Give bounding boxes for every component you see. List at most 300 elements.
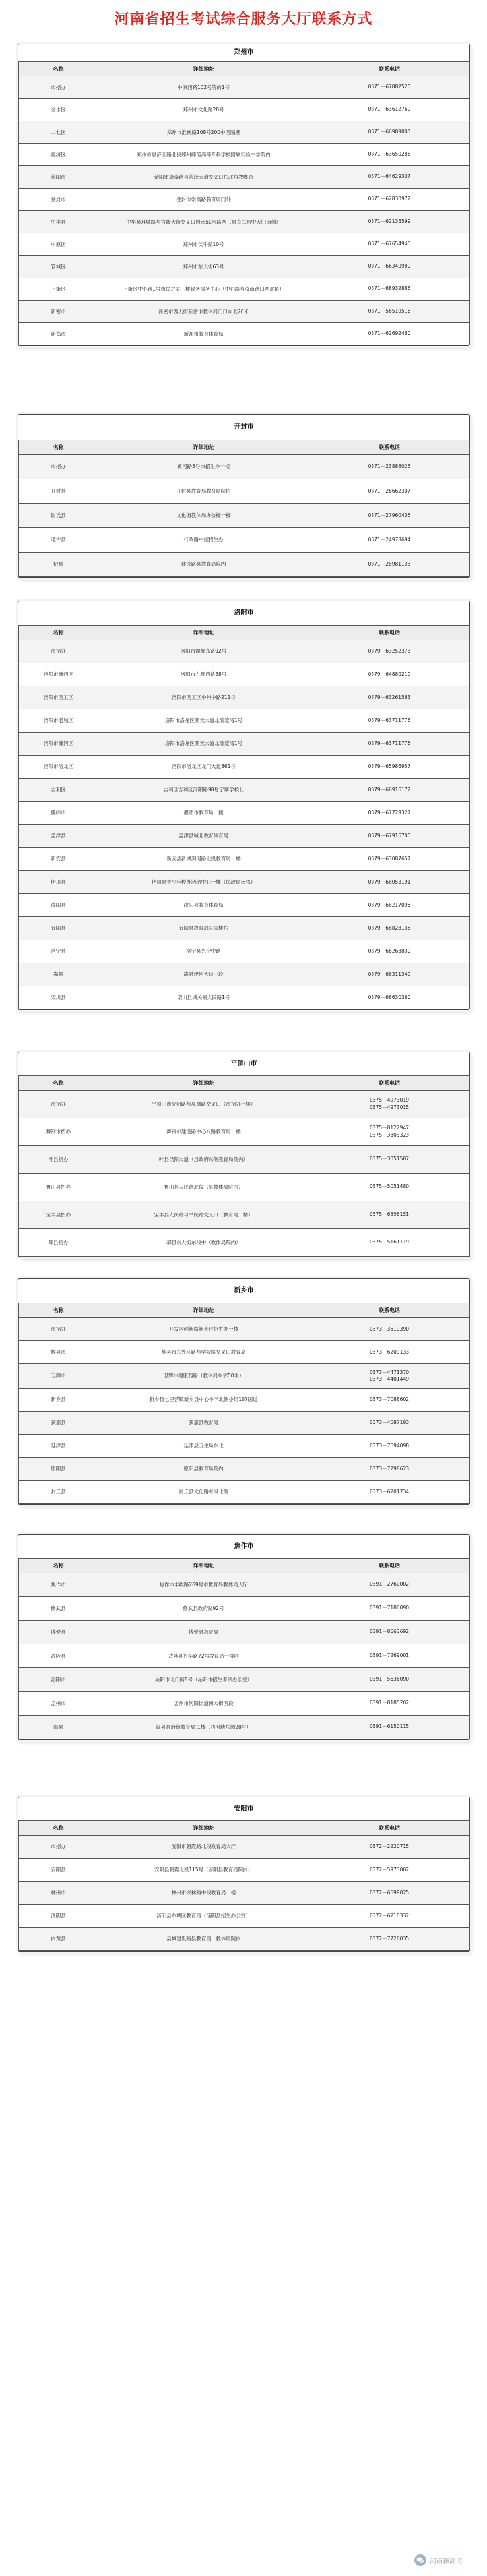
cell-name: 中原区 (19, 233, 98, 256)
cell-address: 修武县政府路92号 (98, 1597, 309, 1621)
cell-phone (309, 1174, 470, 1201)
phone-number: 0391－5636090 (370, 1676, 409, 1683)
cell-name: 金水区 (19, 99, 98, 121)
city-title: 开封市 (234, 423, 254, 431)
cell-phone (309, 455, 470, 479)
cell-name: 孟津县 (19, 825, 98, 848)
header-name: 名称 (19, 62, 98, 76)
header-name: 名称 (19, 440, 98, 455)
cell-phone (309, 894, 470, 917)
phone-number: 0379－65986957 (368, 763, 411, 769)
cell-address: 郑州市惠济园路北段郑州师范高等专科学校附属实验中学院内 (98, 144, 309, 166)
cell-address: 汝阳县教育体育局 (98, 894, 309, 917)
cell-address: 新乡县七里营镇新乡县中心小学北侧小组107国道 (98, 1389, 309, 1412)
cell-address: 吉利区吉利区河阳路98号宁寨学校北 (98, 779, 309, 802)
table-row (19, 189, 470, 211)
header-address: 详细地址 (98, 440, 309, 455)
cell-name: 宜阳县 (19, 917, 98, 940)
table-row (19, 528, 470, 553)
cell-phone (309, 871, 470, 894)
phone-number: 0371－64629307 (368, 173, 411, 180)
cell-address: 武陟县兴华路72号教育局一楼西 (98, 1644, 309, 1668)
phone-number: 0379－66630360 (368, 994, 411, 1000)
cell-name: 新郑市 (19, 323, 98, 345)
table-header-row (19, 1076, 470, 1091)
phone-number: 0379－66916172 (368, 786, 411, 793)
table-row (19, 825, 470, 848)
table-header-row (19, 1303, 470, 1318)
cell-address: 宜阳县教育局办公楼东 (98, 917, 309, 940)
cell-name: 修武县 (19, 1597, 98, 1621)
cell-address: 焦作市丰收路269号市教育局教体局大厅 (98, 1573, 309, 1597)
cell-name: 洛阳市瀍河区 (19, 733, 98, 756)
cell-name: 内黄县 (19, 1928, 98, 1951)
table-row (19, 1229, 470, 1257)
cell-phone (309, 1201, 470, 1229)
cell-name: 洛阳市洛龙区 (19, 756, 98, 779)
city-title: 洛阳市 (234, 609, 254, 616)
cell-address: 偃师市教育局一楼 (98, 802, 309, 825)
cell-name: 武陟县 (19, 1644, 98, 1668)
phone-number: 0373－6201734 (370, 1488, 409, 1495)
city-title: 郑州市 (234, 49, 254, 56)
phone-number: 0371－66989003 (368, 129, 411, 135)
phone-number: 0372－2220715 (370, 1843, 409, 1849)
phone-number: 0375－6596151 (370, 1211, 409, 1218)
phone-number: 0379－67729327 (368, 809, 411, 816)
phone-number: 0379－68217095 (368, 901, 411, 908)
phone-number: 0379－68053191 (368, 878, 411, 885)
phone-number: 0371－28981133 (368, 560, 411, 567)
cell-name: 吉利区 (19, 779, 98, 802)
table-row (19, 917, 470, 940)
phone-number: 0372－6699025 (370, 1889, 409, 1896)
city-section (18, 44, 470, 346)
cell-phone (309, 553, 470, 577)
table-row (19, 779, 470, 802)
phone-number: 0372－6210332 (370, 1912, 409, 1919)
table-row (19, 553, 470, 577)
cell-address: 新郑市教育体育局 (98, 323, 309, 345)
cell-address: 荥阳市康泰路与荥泽大道交叉口东北角教体局 (98, 166, 309, 189)
table-row (19, 323, 470, 345)
phone-number: 0391－2760002 (370, 1581, 409, 1588)
phone-number: 0375－4973019 (370, 1097, 409, 1104)
city-title: 平顶山市 (230, 1060, 257, 1067)
table-row (19, 1412, 470, 1435)
table-row (19, 663, 470, 686)
cell-name: 焦作市 (19, 1573, 98, 1597)
table-row (19, 1905, 470, 1928)
cell-name: 博爱县 (19, 1621, 98, 1644)
cell-phone (309, 848, 470, 871)
header-address: 详细地址 (98, 62, 309, 76)
phone-number: 0375－5161119 (370, 1239, 409, 1245)
table-row (19, 1716, 470, 1739)
table-row (19, 1389, 470, 1412)
cell-address: 新密市西大街新密市教体局门口向北20米 (98, 301, 309, 323)
table-row (19, 733, 470, 756)
cell-phone (309, 1118, 470, 1146)
cell-phone (309, 144, 470, 166)
cell-address: 温县县府街教育局二楼（西河塘东侧20号） (98, 1716, 309, 1739)
phone-number: 0373－6209133 (370, 1348, 409, 1355)
phone-number: 0379－63711776 (368, 717, 411, 723)
phone-number: 0373－7298623 (370, 1465, 409, 1472)
cell-address: 孟州市河阳街道南大街西段 (98, 1692, 309, 1716)
header-phone: 联系电话 (309, 62, 470, 76)
cell-phone (309, 1458, 470, 1481)
header-phone: 联系电话 (309, 1559, 470, 1573)
cell-phone (309, 686, 470, 709)
table-row (19, 233, 470, 256)
cell-address: 安阳市朝霞路北段教育局大厅 (98, 1836, 309, 1859)
cell-address: 黄河路5号市招生办一楼 (98, 455, 309, 479)
table-header-row (19, 1821, 470, 1836)
cell-address: 开封县教育局教育局院内 (98, 479, 309, 504)
cell-phone (309, 1435, 470, 1458)
contact-table (18, 1820, 470, 1951)
cell-address: 登封市崇高路教育局门外 (98, 189, 309, 211)
cell-phone (309, 301, 470, 323)
phone-number: 0379－66311349 (368, 971, 411, 977)
cell-name: 新安县 (19, 848, 98, 871)
cell-address: 辉县市东外环路与学院路交叉口教育局 (98, 1341, 309, 1364)
phone-number: 0371－62692460 (368, 330, 411, 337)
cell-name: 洛阳市西工区 (19, 686, 98, 709)
cell-name: 汤阴县 (19, 1905, 98, 1928)
cell-phone (309, 640, 470, 663)
cell-address: 博爱县教育局 (98, 1621, 309, 1644)
header-name: 名称 (19, 626, 98, 640)
table-row (19, 1481, 470, 1504)
phone-number: 0391－8185202 (370, 1700, 409, 1706)
cell-name: 管城区 (19, 256, 98, 278)
header-name: 名称 (19, 1303, 98, 1318)
phone-number: 0391－7269001 (370, 1652, 409, 1659)
contact-table (18, 625, 470, 1009)
cell-address: 叶县昆阳大道（县政府东侧教育局院内） (98, 1146, 309, 1174)
phone-number: 0373－4471370 (370, 1369, 409, 1375)
cell-phone (309, 1091, 470, 1118)
cell-address: 中原西路102号院的1号 (98, 76, 309, 99)
table-row (19, 76, 470, 99)
cell-address: 封丘县文化路东段北侧 (98, 1481, 309, 1504)
phone-number: 0375－4973015 (370, 1104, 409, 1110)
table-row (19, 940, 470, 963)
cell-address: 县城建设路县教育局、教体局院内 (98, 1928, 309, 1951)
cell-name: 嵩县 (19, 963, 98, 986)
header-phone: 联系电话 (309, 626, 470, 640)
cell-name: 偃师市 (19, 802, 98, 825)
phone-number: 0373－4401449 (370, 1376, 409, 1382)
phone-number: 0371－56519516 (368, 308, 411, 315)
header-phone: 联系电话 (309, 1076, 470, 1091)
cell-phone (309, 479, 470, 504)
table-row (19, 986, 470, 1009)
cell-address: 舞钢市建设路中心八路教育局一楼 (98, 1118, 309, 1146)
table-row (19, 1692, 470, 1716)
cell-name: 市招办 (19, 1091, 98, 1118)
cell-phone (309, 825, 470, 848)
table-row (19, 1573, 470, 1597)
phone-number: 0371－63612769 (368, 106, 411, 113)
cell-name: 获嘉县 (19, 1412, 98, 1435)
cell-phone (309, 99, 470, 121)
cell-phone (309, 121, 470, 144)
table-row (19, 1621, 470, 1644)
city-section (18, 1052, 470, 1257)
cell-phone (309, 1716, 470, 1739)
table-header-row (19, 62, 470, 76)
contact-table (18, 440, 470, 577)
cell-phone (309, 802, 470, 825)
cell-name: 延津县 (19, 1435, 98, 1458)
cell-name: 市招办 (19, 455, 98, 479)
table-row (19, 848, 470, 871)
phone-number: 0379－63261563 (368, 694, 411, 700)
cell-phone (309, 1229, 470, 1257)
table-row (19, 756, 470, 779)
page-title: 河南省招生考试综合服务大厅联系方式 (114, 11, 373, 28)
table-row (19, 709, 470, 733)
table-row (19, 1118, 470, 1146)
cell-phone (309, 1882, 470, 1905)
table-row (19, 871, 470, 894)
header-address: 详细地址 (98, 1559, 309, 1573)
cell-name: 封丘县 (19, 1481, 98, 1504)
phone-number: 0372－5973002 (370, 1866, 409, 1872)
table-row (19, 1341, 470, 1364)
header-address: 详细地址 (98, 1303, 309, 1318)
cell-address: 洛阳市九都西路38号 (98, 663, 309, 686)
cell-name: 栾川县 (19, 986, 98, 1009)
table-row (19, 1318, 470, 1341)
cell-name: 中牟县 (19, 211, 98, 233)
city-section (18, 601, 470, 1010)
cell-phone (309, 963, 470, 986)
phone-number: 0379－67916700 (368, 832, 411, 839)
cell-name: 上街区 (19, 278, 98, 301)
cell-name: 洛宁县 (19, 940, 98, 963)
table-header-row (19, 440, 470, 455)
phone-number: 0375－8122947 (370, 1125, 409, 1131)
cell-address: 建设路县教育局院内 (98, 553, 309, 577)
table-row (19, 802, 470, 825)
table-row (19, 1201, 470, 1229)
contact-table (18, 1303, 470, 1504)
cell-name: 洛阳市老城区 (19, 709, 98, 733)
cell-name: 沁阳市 (19, 1668, 98, 1692)
cell-name: 辉县市 (19, 1341, 98, 1364)
cell-name: 温县 (19, 1716, 98, 1739)
cell-name: 汝阳县 (19, 894, 98, 917)
table-row (19, 455, 470, 479)
table-row (19, 211, 470, 233)
cell-address: 汤阴县东城区教育局（汤阴县招生办公室） (98, 1905, 309, 1928)
cell-name: 开封县 (19, 479, 98, 504)
phone-number: 0379－63087657 (368, 855, 411, 862)
contact-table (18, 1075, 470, 1257)
cell-phone (309, 986, 470, 1009)
table-row (19, 256, 470, 278)
table-row (19, 278, 470, 301)
cell-name: 林州市 (19, 1882, 98, 1905)
contact-table (18, 61, 470, 345)
cell-phone (309, 1573, 470, 1597)
table-row (19, 144, 470, 166)
cell-name: 市招办 (19, 76, 98, 99)
cell-phone (309, 256, 470, 278)
cell-phone (309, 1389, 470, 1412)
city-section (18, 414, 470, 578)
cell-address: 卫辉市健康西路（教体局东邻50米） (98, 1364, 309, 1389)
city-title: 焦作市 (234, 1543, 254, 1550)
cell-name: 原阳县 (19, 1458, 98, 1481)
cell-phone (309, 709, 470, 733)
cell-address: 宝丰县人民路与书院路交叉口（教育局一楼） (98, 1201, 309, 1229)
phone-number: 0371－66340989 (368, 263, 411, 270)
cell-name: 惠济区 (19, 144, 98, 166)
cell-address: 伊川县青少年校外活动中心一楼（民政局南邻） (98, 871, 309, 894)
cell-address: 洛宁县兴宁中路 (98, 940, 309, 963)
phone-number: 0375－3051507 (370, 1156, 409, 1162)
table-header-row (19, 1559, 470, 1573)
cell-phone (309, 189, 470, 211)
cell-phone (309, 1597, 470, 1621)
table-row (19, 1597, 470, 1621)
cell-address: 郑州市淮南路108号200中西隔壁 (98, 121, 309, 144)
watermark-text: 河南赖高考 (430, 2558, 463, 2565)
cell-phone (309, 1692, 470, 1716)
cell-name: 新乡县 (19, 1389, 98, 1412)
header-address: 详细地址 (98, 626, 309, 640)
phone-number: 0371－23886025 (368, 463, 411, 469)
cell-address: 上街区中心路1号市民之家三楼政务服务中心（中心路与汝南路口西北角） (98, 278, 309, 301)
cell-name: 鲁山县招办 (19, 1174, 98, 1201)
city-section (18, 1797, 470, 1952)
table-row (19, 121, 470, 144)
phone-number: 0379－63711776 (368, 740, 411, 746)
cell-phone (309, 756, 470, 779)
table-row (19, 1435, 470, 1458)
cell-phone (309, 1318, 470, 1341)
cell-phone (309, 233, 470, 256)
phone-number: 0373－3519390 (370, 1325, 409, 1332)
cell-address: 行政路中招招生办 (98, 528, 309, 553)
watermark (414, 2552, 479, 2569)
cell-phone (309, 1481, 470, 1504)
wechat-icon (414, 2554, 426, 2566)
cell-phone (309, 917, 470, 940)
table-row (19, 1882, 470, 1905)
table-row (19, 166, 470, 189)
cell-phone (309, 211, 470, 233)
cell-name: 市招办 (19, 640, 98, 663)
contact-table (18, 1558, 470, 1739)
cell-name: 舞钢市招办 (19, 1118, 98, 1146)
cell-address: 中牟县环城路与官渡大街交叉口向南50米路西（县直二初中大门南侧） (98, 211, 309, 233)
cell-phone (309, 504, 470, 528)
phone-number: 0379－68823135 (368, 924, 411, 931)
table-row (19, 1644, 470, 1668)
cell-name: 洛阳市瀍西区 (19, 663, 98, 686)
cell-name: 市招办 (19, 1836, 98, 1859)
cell-name: 伊川县 (19, 871, 98, 894)
city-section (18, 1278, 470, 1505)
cell-address: 获嘉县教育局 (98, 1412, 309, 1435)
header-name: 名称 (19, 1821, 98, 1836)
phone-number: 0379－63252373 (368, 647, 411, 654)
cell-name: 叶县招办 (19, 1146, 98, 1174)
table-row (19, 963, 470, 986)
cell-name: 宝丰县招办 (19, 1201, 98, 1229)
cell-name: 郏县招办 (19, 1229, 98, 1257)
cell-address: 洛阳市西工区中州中路211号 (98, 686, 309, 709)
table-row (19, 1458, 470, 1481)
cell-address: 洛阳市洛龙区開元大道龙瑞菱湾1号 (98, 733, 309, 756)
cell-address: 延津县卫生局东北 (98, 1435, 309, 1458)
cell-name: 安阳县 (19, 1859, 98, 1882)
cell-address: 林州市兴林路中段教育局一楼 (98, 1882, 309, 1905)
cell-phone (309, 1836, 470, 1859)
table-row (19, 1859, 470, 1882)
table-row (19, 686, 470, 709)
cell-name: 登封市 (19, 189, 98, 211)
table-row (19, 1836, 470, 1859)
cell-address: 洛阳市洛龙区龙门大道861号 (98, 756, 309, 779)
table-row (19, 504, 470, 528)
table-row (19, 479, 470, 504)
phone-number: 0371－62135599 (368, 218, 411, 225)
phone-number: 0391－7186090 (370, 1605, 409, 1611)
cell-address: 孟津县城北教育体育局 (98, 825, 309, 848)
cell-address: 鲁山县人民路北段（县教体局院内） (98, 1174, 309, 1201)
header-phone: 联系电话 (309, 1821, 470, 1836)
cell-phone (309, 166, 470, 189)
cell-address: 沁阳市北门街8号（沁阳市招生考试办公室） (98, 1668, 309, 1692)
table-row (19, 1091, 470, 1118)
cell-phone (309, 1364, 470, 1389)
cell-phone (309, 1905, 470, 1928)
phone-number: 0371－63650286 (368, 151, 411, 158)
cell-name: 杞县 (19, 553, 98, 577)
cell-phone (309, 733, 470, 756)
cell-name: 新密市 (19, 301, 98, 323)
table-row (19, 301, 470, 323)
phone-number: 0375－5051480 (370, 1183, 409, 1190)
cell-phone (309, 779, 470, 802)
table-header-row (19, 626, 470, 640)
phone-number: 0373－4587193 (370, 1419, 409, 1425)
cell-address: 文化街教体局办公楼一楼 (98, 504, 309, 528)
table-row (19, 1364, 470, 1389)
header-address: 详细地址 (98, 1821, 309, 1836)
cell-name: 二七区 (19, 121, 98, 144)
table-row (19, 894, 470, 917)
cell-name: 尉氏县 (19, 504, 98, 528)
table-row (19, 99, 470, 121)
cell-phone (309, 278, 470, 301)
cell-address: 开发区创新路新乡市招生办一楼 (98, 1318, 309, 1341)
phone-number: 0391－8663692 (370, 1629, 409, 1635)
header-name: 名称 (19, 1559, 98, 1573)
cell-address: 郑州市东大街63号 (98, 256, 309, 278)
table-row (19, 640, 470, 663)
cell-name: 市招办 (19, 1318, 98, 1341)
table-row (19, 1146, 470, 1174)
phone-number: 0371－24973694 (368, 536, 411, 543)
